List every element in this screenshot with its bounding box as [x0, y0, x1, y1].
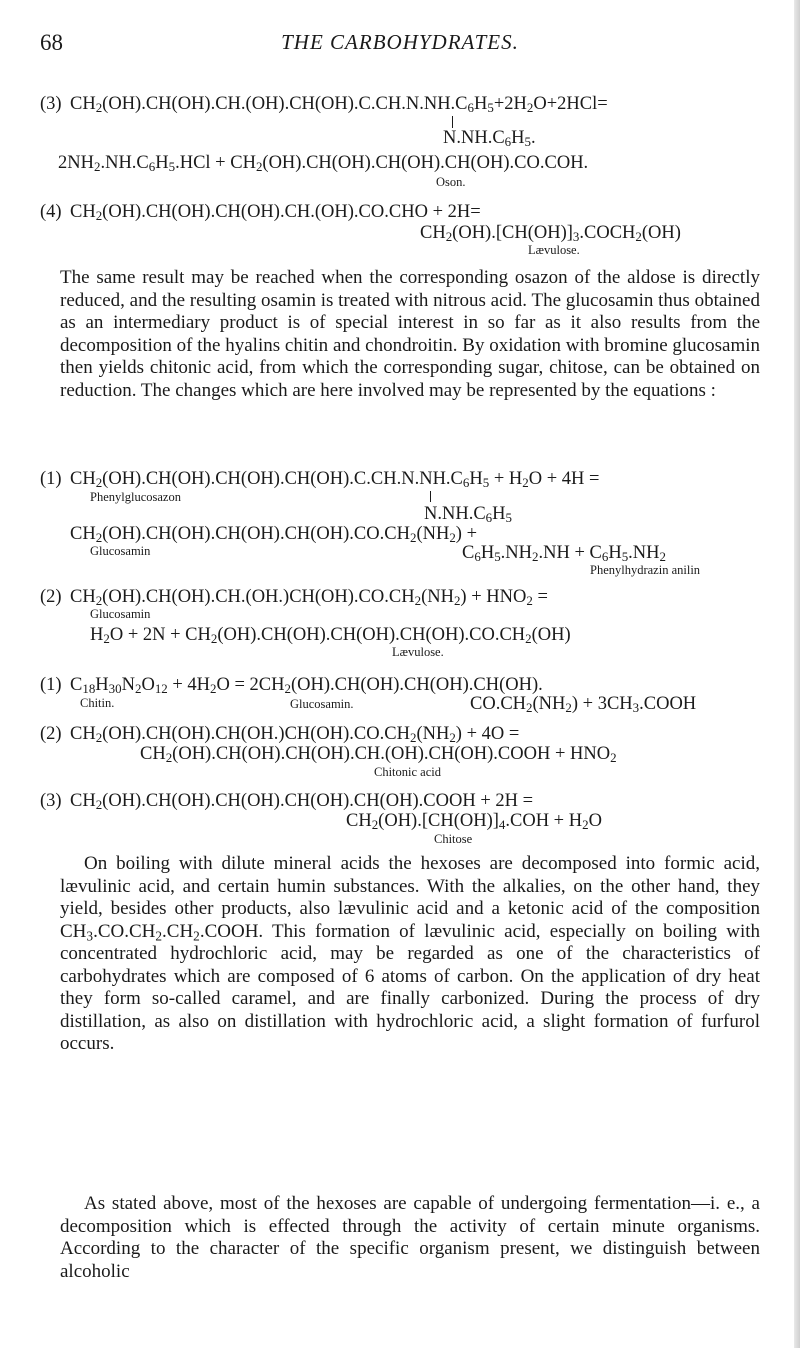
equation-number: (1): [40, 675, 62, 695]
running-head: THE CARBOHYDRATES.: [281, 30, 519, 54]
page-number: 68: [40, 30, 63, 55]
compound-label: Glucosamin.: [290, 697, 354, 711]
equation-line: $CH_2(OH).CH(OH).CH.(OH.)CH(OH).CO.CH_2(NH_2) + HNO_2$ =: [70, 587, 548, 609]
bond-line: [452, 116, 453, 128]
compound-label: Chitonic acid: [374, 765, 441, 779]
equation-line: $H_2O + 2N + CH_2(OH).CH(OH).CH(OH).CH(OH).CO.CH_2(OH)$: [90, 625, 571, 647]
compound-label: Chitose: [434, 832, 473, 846]
paragraph: [60, 1193, 760, 1283]
equation-line: $CH_2(OH).CH(OH).CH(OH).CH(OH).CO.CH_2(NH_2)$ +: [70, 524, 478, 546]
equation-line: $C_6H_5.NH_2.NH + C_6H_5.NH_2$: [462, 543, 666, 565]
bond-line: [430, 491, 431, 502]
compound-label: Phenylhydrazin anilin: [590, 563, 701, 577]
equation-number: (3): [40, 94, 62, 114]
equation-number: (4): [40, 202, 62, 222]
compound-label: Chitin.: [80, 696, 115, 710]
compound-label: Glucosamin: [90, 607, 151, 621]
compound-label: Lævulose.: [392, 645, 444, 659]
equation-number: (2): [40, 724, 62, 744]
compound-label: Lævulose.: [528, 243, 580, 257]
equation-line: $CH_2(OH).CH(OH).CH(OH.)CH(OH).CO.CH_2(NH_2) + 4O$ =: [70, 724, 520, 746]
compound-label: Oson.: [436, 175, 466, 189]
equation-number: (1): [40, 469, 62, 489]
equation-line: $CH_2(OH).[CH(OH)]_4.COH + H_2O$: [346, 811, 602, 833]
equation-branch: $N.NH.C_6H_5$.: [443, 128, 536, 150]
equation-branch: $N.NH.C_6H_5$: [424, 504, 512, 526]
paragraph-text: On boiling with dilute mineral acids the hexoses are decomposed into formic acid, lævulinic acid, and certain humin substances. With the alkalies, on the other hand, they yield, besides other products, also lævulinic acid and a ketonic acid of the composition $CH_3.CO.CH_2.CH_2.COOH$. This formation of lævulinic acid, especially on boiling with concentrated hydrochloric acid, may be regarded as one of the characteristics of carbohydrates which are composed of 6 atoms of carbon. On the application of dry heat they form so-called caramel, and are finally carbonized. During the process of dry distillation, as also on distillation with hydrochloric acid, a slight formation of furfurol occurs.: [60, 853, 760, 1054]
paragraph-text: As stated above, most of the hexoses are capable of undergoing fermentation—i. e., a decomposition which is effected through the activity of certain minute organisms. According to the character of the specific organism present, we distinguish between alcoholic: [60, 1193, 760, 1282]
paragraph: [60, 267, 760, 402]
equation-line: $CO.CH_2(NH_2)$ + $3CH_3.COOH$: [470, 694, 697, 716]
compound-label: Phenylglucosazon: [90, 490, 181, 504]
equation-line: $CH_2(OH).[CH(OH)]_3.COCH_2(OH)$: [420, 223, 681, 245]
compound-label: Glucosamin: [90, 544, 151, 558]
equation-line: $CH_2(OH).CH(OH).CH(OH).CH(OH).CH(OH).COOH + 2H$ =: [70, 791, 534, 813]
equation-line: $CH_2(OH).CH(OH).CH.(OH).CH(OH).C.CH.N.NH.C_6H_5+2H_2O+2HCl=$: [70, 94, 608, 116]
equation-number: (2): [40, 587, 62, 607]
page-header: [0, 30, 800, 60]
equation-line: $CH_2(OH).CH(OH).CH(OH).CH.(OH).CO.CHO + 2H=$: [70, 202, 481, 224]
equation-line: $CH_2(OH).CH(OH).CH(OH).CH.(OH).CH(OH).COOH + HNO_2$: [140, 744, 617, 766]
page-edge-shadow: [794, 0, 800, 1348]
paragraph-text: The same result may be reached when the corresponding osazon of the aldose is directly reduced, and the resulting osamin is treated with nitrous acid. The glucosamin thus obtained as an intermediary product is of special interest in so far as it also results from the decomposition of the hyalins chitin and chondroitin. By oxidation with bromine glucosamin then yields chitonic acid, from which the corresponding sugar, chitose, can be obtained on reduction. The changes which are here involved may be represented by the equations :: [60, 267, 760, 401]
equation-number: (3): [40, 791, 62, 811]
equation-line: $C_{18}H_{30}N_2O_{12} + 4H_2O = 2CH_2(OH).CH(OH).CH(OH).CH(OH)$.: [70, 675, 543, 697]
equation-line: $2NH_2.NH.C_6H_5.HCl + CH_2(OH).CH(OH).CH(OH).CH(OH).CO.COH$.: [58, 153, 589, 175]
paragraph: [60, 853, 760, 1056]
equation-line: $CH_2(OH).CH(OH).CH(OH).CH(OH).C.CH.N.NH.C_6H_5 + H_2O + 4H$ =: [70, 469, 600, 491]
